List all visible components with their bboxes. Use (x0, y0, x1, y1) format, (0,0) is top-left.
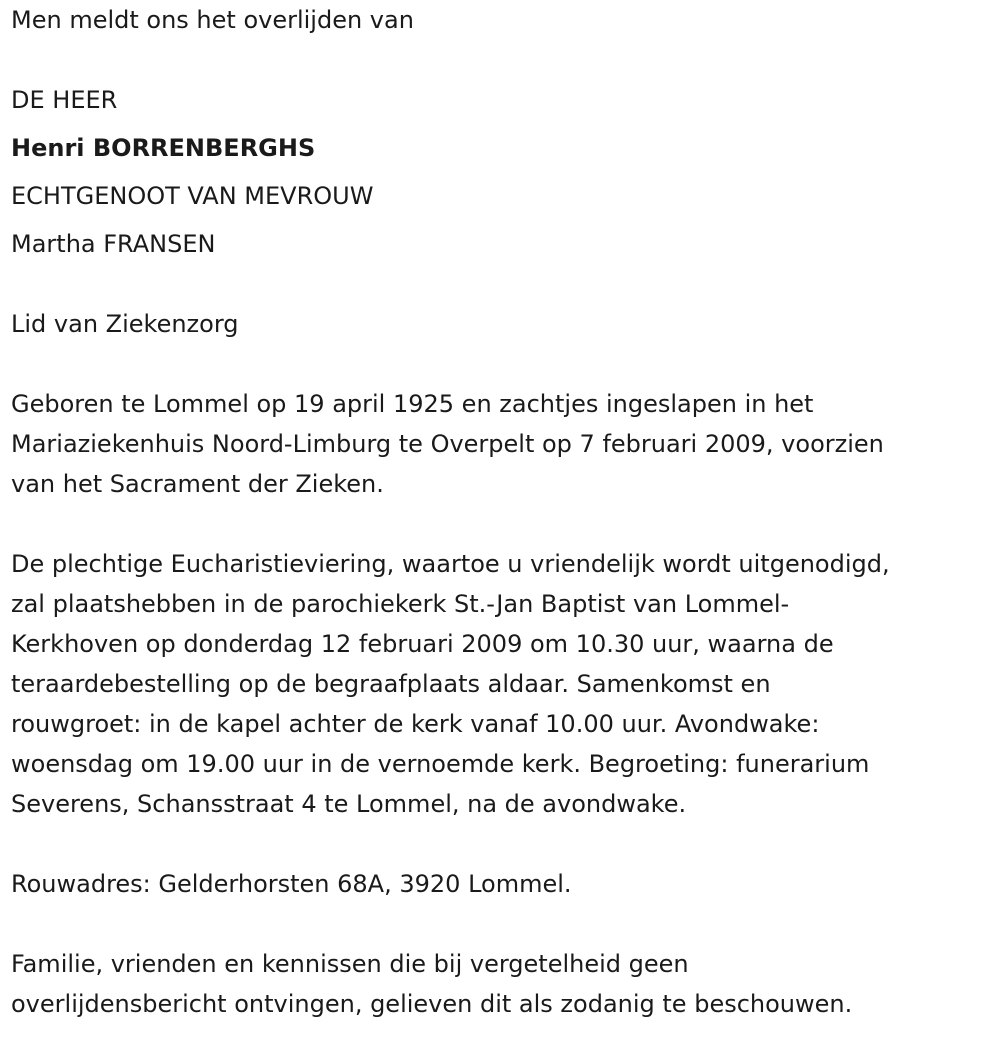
spouse-name: Martha FRANSEN (11, 230, 216, 258)
ceremony-paragraph (11, 544, 996, 824)
paragraph-line: woensdag om 19.00 uur in de vernoemde kerk. Begroeting: funerarium (11, 750, 870, 778)
closing-paragraph (11, 944, 996, 1024)
deceased-name: Henri BORRENBERGHS (11, 134, 316, 162)
mourning-address: Rouwadres: Gelderhorsten 68A, 3920 Lommel. (11, 870, 572, 898)
paragraph-line: Familie, vrienden en kennissen die bij vergetelheid geen (11, 950, 689, 978)
paragraph-line: Severens, Schansstraat 4 te Lommel, na de avondwake. (11, 790, 687, 818)
membership-text: Lid van Ziekenzorg (11, 310, 239, 338)
spouse-prefix: ECHTGENOOT VAN MEVROUW (11, 182, 374, 210)
paragraph-line: rouwgroet: in de kapel achter de kerk vanaf 10.00 uur. Avondwake: (11, 710, 820, 738)
paragraph-line: De plechtige Eucharistieviering, waartoe u vriendelijk wordt uitgenodigd, (11, 550, 890, 578)
intro-text: Men meldt ons het overlijden van (11, 6, 414, 34)
paragraph-line: Kerkhoven op donderdag 12 februari 2009 om 10.30 uur, waarna de (11, 630, 834, 658)
paragraph-line: teraardebestelling op de begraafplaats aldaar. Samenkomst en (11, 670, 771, 698)
obituary-notice (11, 0, 996, 1024)
title-prefix: DE HEER (11, 86, 118, 114)
paragraph-line: zal plaatshebben in de parochiekerk St.-Jan Baptist van Lommel- (11, 590, 790, 618)
paragraph-line: Geboren te Lommel op 19 april 1925 en zachtjes ingeslapen in het (11, 390, 814, 418)
paragraph-line: overlijdensbericht ontvingen, gelieven dit als zodanig te beschouwen. (11, 990, 853, 1018)
paragraph-line: Mariaziekenhuis Noord-Limburg te Overpelt op 7 februari 2009, voorzien (11, 430, 884, 458)
paragraph-line: van het Sacrament der Zieken. (11, 470, 384, 498)
birth-death-paragraph (11, 384, 996, 504)
